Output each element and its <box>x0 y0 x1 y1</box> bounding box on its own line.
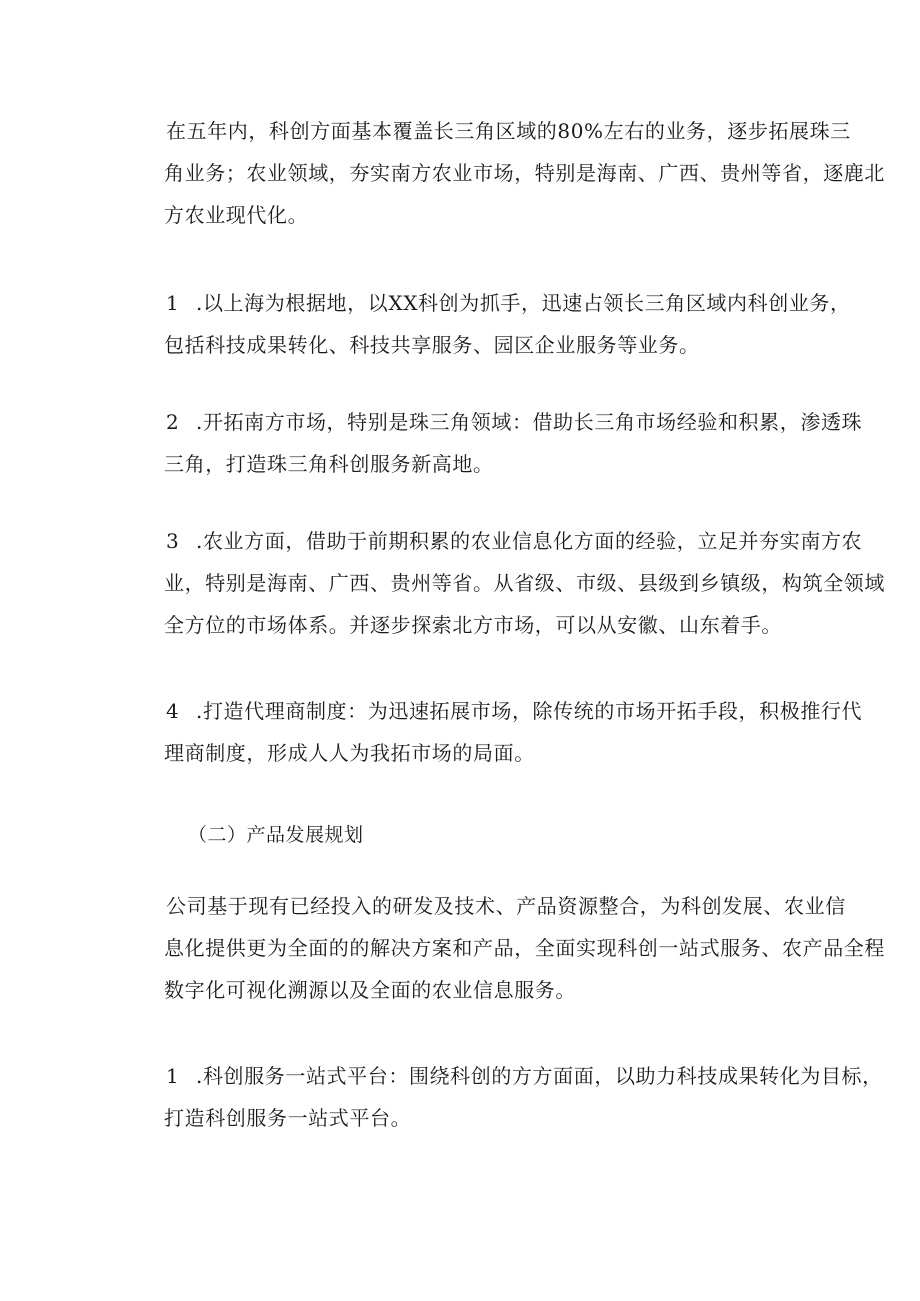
text-line: 在五年内，科创方面基本覆盖长三角区域的80%左右的业务，逐步拓展珠三 <box>166 119 851 143</box>
intro-paragraph <box>164 110 885 236</box>
text-line: 全方位的市场体系。并逐步探索北方市场，可以从安徽、山东着手。 <box>164 613 782 637</box>
list-item-3 <box>164 520 885 646</box>
text-line: 业，特别是海南、广西、贵州等省。从省级、市级、县级到乡镇级，构筑全领域 <box>164 571 885 595</box>
list-item-4 <box>164 690 863 774</box>
text-line: 方农业现代化。 <box>164 203 309 227</box>
item-number: 1 <box>166 291 180 315</box>
list-item-2 <box>164 401 863 485</box>
text-line: 包括科技成果转化、科技共享服务、园区企业服务等业务。 <box>164 333 700 357</box>
text-line <box>166 690 863 732</box>
item-number: 4 <box>166 699 180 723</box>
item-text: .科创服务一站式平台：围绕科创的方方面面，以助力科技成果转化为目标， <box>196 1064 883 1088</box>
item-number: 3 <box>166 529 180 553</box>
item-text: .农业方面，借助于前期积累的农业信息化方面的经验，立足并夯实南方农 <box>196 529 863 553</box>
text-line: 理商制度，形成人人为我拓市场的局面。 <box>164 741 535 765</box>
text-line: 数字化可视化溯源以及全面的农业信息服务。 <box>164 978 576 1002</box>
item-number: 1 <box>166 1064 180 1088</box>
product-item-1 <box>164 1055 883 1139</box>
item-text: .开拓南方市场，特别是珠三角领域：借助长三角市场经验和积累，渗透珠 <box>196 410 863 434</box>
text-line: 角业务；农业领域，夯实南方农业市场，特别是海南、广西、贵州等省，逐鹿北 <box>164 161 885 185</box>
item-text: .打造代理商制度：为迅速拓展市场，除传统的市场开拓手段，积极推行代 <box>196 699 863 723</box>
text-line <box>166 282 851 324</box>
product-intro-paragraph <box>164 885 885 1011</box>
text-line <box>166 520 863 562</box>
text-line: 三角，打造珠三角科创服务新高地。 <box>164 452 494 476</box>
item-text: .以上海为根据地，以XX科创为抓手，迅速占领长三角区域内科创业务， <box>196 291 851 315</box>
list-item-1 <box>164 282 851 366</box>
section-heading: （二）产品发展规划 <box>188 824 364 846</box>
text-line: 息化提供更为全面的的解决方案和产品，全面实现科创一站式服务、农产品全程 <box>164 936 885 960</box>
text-line <box>166 401 863 443</box>
text-line: 打造科创服务一站式平台。 <box>164 1106 412 1130</box>
text-line: 公司基于现有已经投入的研发及技术、产品资源整合，为科创发展、农业信 <box>166 894 846 918</box>
text-line <box>166 1055 883 1097</box>
item-number: 2 <box>166 410 180 434</box>
